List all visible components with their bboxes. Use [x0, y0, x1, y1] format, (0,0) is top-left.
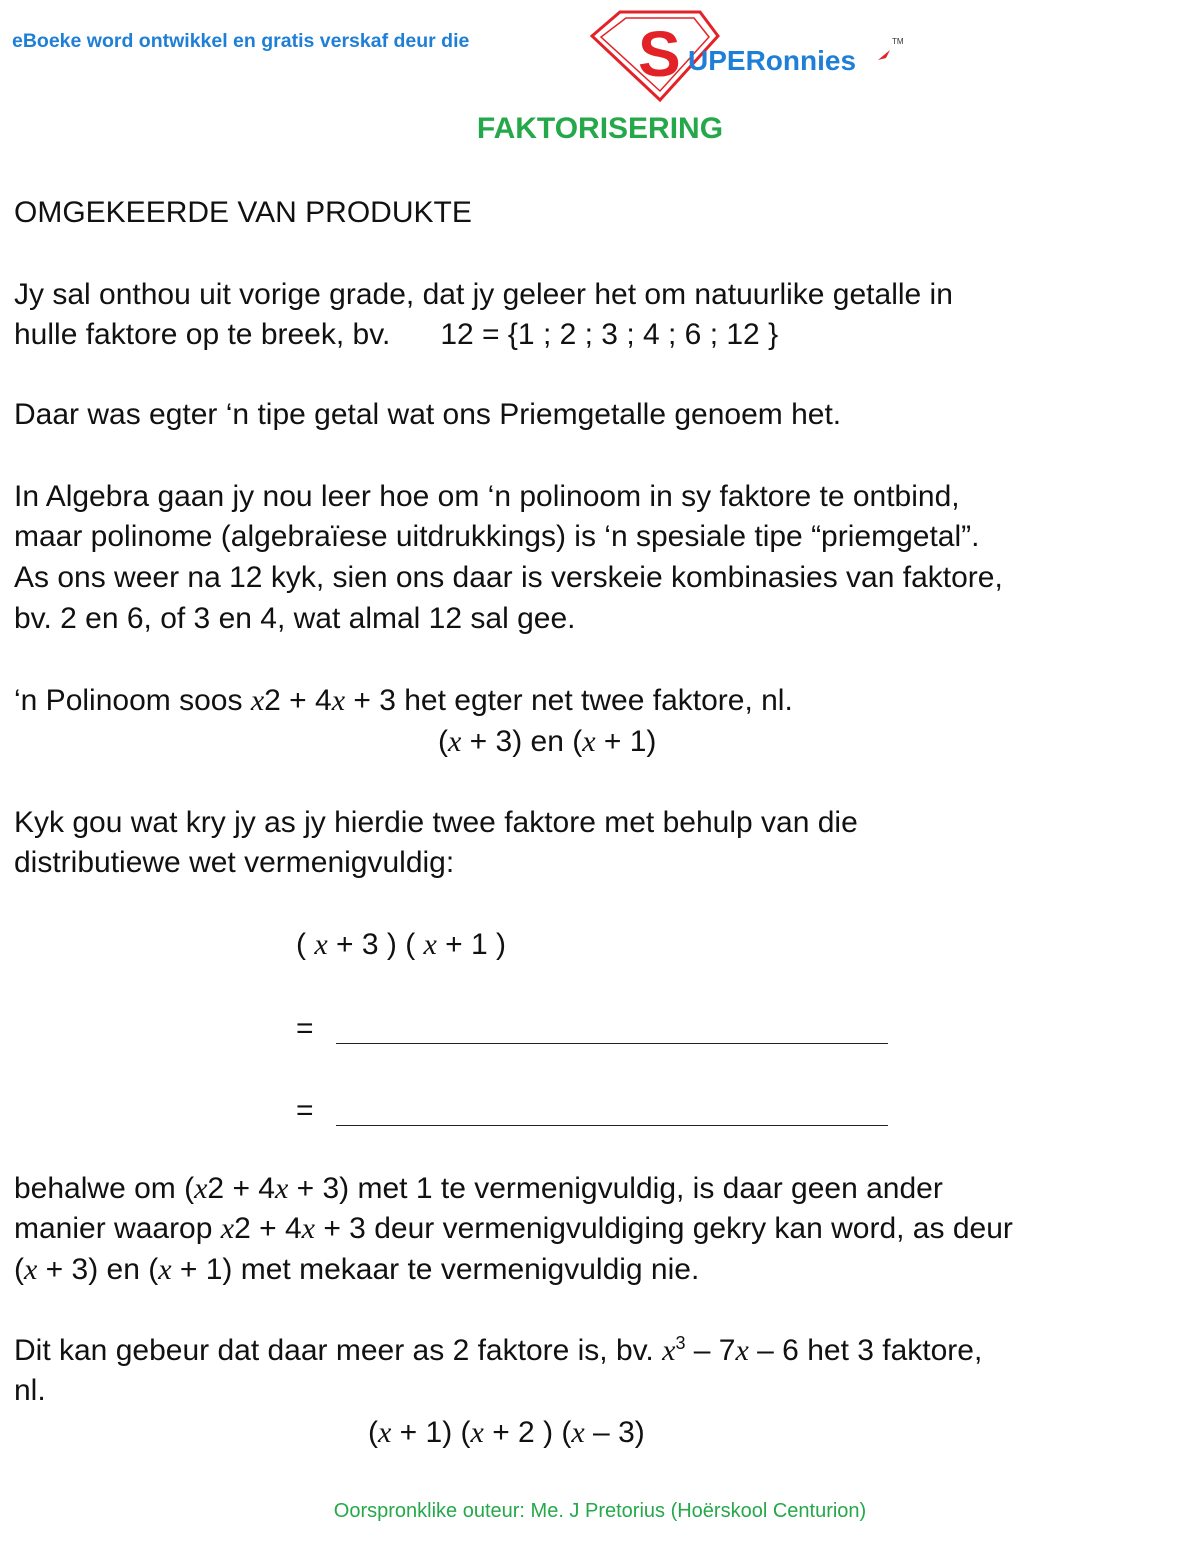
paragraph-6-line-1: [14, 1172, 943, 1206]
cubic-factors: [368, 1416, 645, 1450]
var-x: x: [571, 1416, 585, 1449]
polynomial-factors: [438, 725, 656, 759]
text: + 4: [224, 1172, 275, 1205]
logo-word: UPERonnies: [688, 45, 857, 76]
text: (: [14, 1253, 24, 1286]
superscript: 2: [234, 1212, 251, 1245]
answer-line-1[interactable]: [336, 1043, 888, 1044]
number-factors-example: 12 = {1 ; 2 ; 3 ; 4 ; 6 ; 12 }: [440, 318, 779, 351]
paragraph-3-line-4: bv. 2 en 6, of 3 en 4, wat almal 12 sal gee.: [14, 602, 576, 635]
logo-s-letter: S: [638, 18, 681, 90]
text: (: [296, 928, 315, 961]
equals-sign-1: =: [296, 1012, 314, 1045]
text: – 7: [685, 1334, 736, 1367]
paragraph-3-line-3: As ons weer na 12 kyk, sien ons daar is verskeie kombinasies van faktore,: [14, 561, 1003, 594]
var-x: x: [582, 725, 596, 758]
answer-line-2[interactable]: [336, 1125, 888, 1126]
var-x: x: [250, 684, 265, 717]
paragraph-5-line-1: Kyk gou wat kry jy as jy hierdie twee faktore met behulp van die: [14, 806, 858, 839]
var-x: x: [735, 1334, 749, 1367]
superscript: 2: [207, 1172, 225, 1205]
var-x: x: [331, 684, 346, 717]
text: + 3) en (: [37, 1253, 159, 1286]
var-x: x: [301, 1212, 315, 1245]
var-x: x: [274, 1172, 289, 1205]
var-x: x: [220, 1212, 235, 1245]
var-x: x: [158, 1253, 172, 1286]
text: (: [438, 725, 448, 758]
exercise-expression: [296, 928, 506, 962]
superscript: 3: [675, 1333, 686, 1353]
paragraph-1-text: hulle faktore op te breek, bv.: [14, 318, 391, 351]
var-x: x: [662, 1334, 676, 1367]
text: + 3 het egter net twee faktore, nl.: [345, 684, 793, 717]
var-x: x: [448, 725, 462, 758]
paragraph-3-line-1: In Algebra gaan jy nou leer hoe om ‘n polinoom in sy faktore te ontbind,: [14, 480, 960, 513]
var-x: x: [423, 928, 437, 961]
var-x: x: [470, 1416, 484, 1449]
var-x: x: [314, 928, 328, 961]
paragraph-6-line-2: [14, 1212, 1013, 1246]
text: + 3) en (: [461, 725, 583, 758]
text: manier waarop: [14, 1212, 221, 1245]
paragraph-4-line-1: [14, 684, 793, 718]
paragraph-2: Daar was egter ‘n tipe getal wat ons Priemgetalle genoem het.: [14, 398, 842, 431]
equals-sign-2: =: [296, 1094, 314, 1127]
text: + 3) met 1 te vermenigvuldig, is daar geen ander: [288, 1172, 943, 1205]
text: + 3 ) (: [327, 928, 424, 961]
var-x: x: [194, 1172, 208, 1205]
text: Dit kan gebeur dat daar meer as 2 faktore is, bv.: [14, 1334, 663, 1367]
text: + 1 ): [436, 928, 507, 961]
var-x: x: [378, 1416, 392, 1449]
text: behalwe om (: [14, 1172, 195, 1205]
text: + 2 ) (: [483, 1416, 572, 1449]
text: + 1): [595, 725, 657, 758]
section-heading: OMGEKEERDE VAN PRODUKTE: [14, 196, 472, 229]
footer-author: Oorspronklike outeur: Me. J Pretorius (Hoërskool Centurion): [333, 1500, 867, 1522]
paragraph-6-line-3: [14, 1253, 699, 1287]
header-tagline: eBoeke word ontwikkel en gratis verskaf deur die: [12, 30, 470, 52]
paragraph-7-line-1: [14, 1334, 982, 1368]
paragraph-3-line-2: maar polinome (algebraïese uitdrukkings) is ‘n spesiale tipe “priemgetal”.: [14, 520, 980, 553]
paragraph-7-line-2: nl.: [14, 1374, 46, 1407]
text: ‘n Polinoom soos: [14, 684, 243, 717]
superscript: 2: [264, 684, 281, 717]
text: (: [368, 1416, 378, 1449]
logo-tm: TM: [892, 37, 904, 46]
paragraph-1-line-2: [14, 318, 778, 352]
text: + 3 deur vermenigvuldiging gekry kan word, as deur: [314, 1212, 1013, 1245]
text: + 4: [280, 684, 332, 717]
text: + 1) met mekaar te vermenigvuldig nie.: [171, 1253, 700, 1286]
text: + 4: [250, 1212, 302, 1245]
text: – 3): [584, 1416, 645, 1449]
var-x: x: [24, 1253, 38, 1286]
paragraph-5-line-2: distributiewe wet vermenigvuldig:: [14, 846, 455, 879]
page-title: FAKTORISERING: [476, 112, 724, 145]
paragraph-1-line-1: Jy sal onthou uit vorige grade, dat jy geleer het om natuurlike getalle in: [14, 278, 953, 311]
text: – 6 het 3 faktore,: [748, 1334, 983, 1367]
text: + 1) (: [391, 1416, 471, 1449]
superonnies-logo: [590, 10, 910, 102]
